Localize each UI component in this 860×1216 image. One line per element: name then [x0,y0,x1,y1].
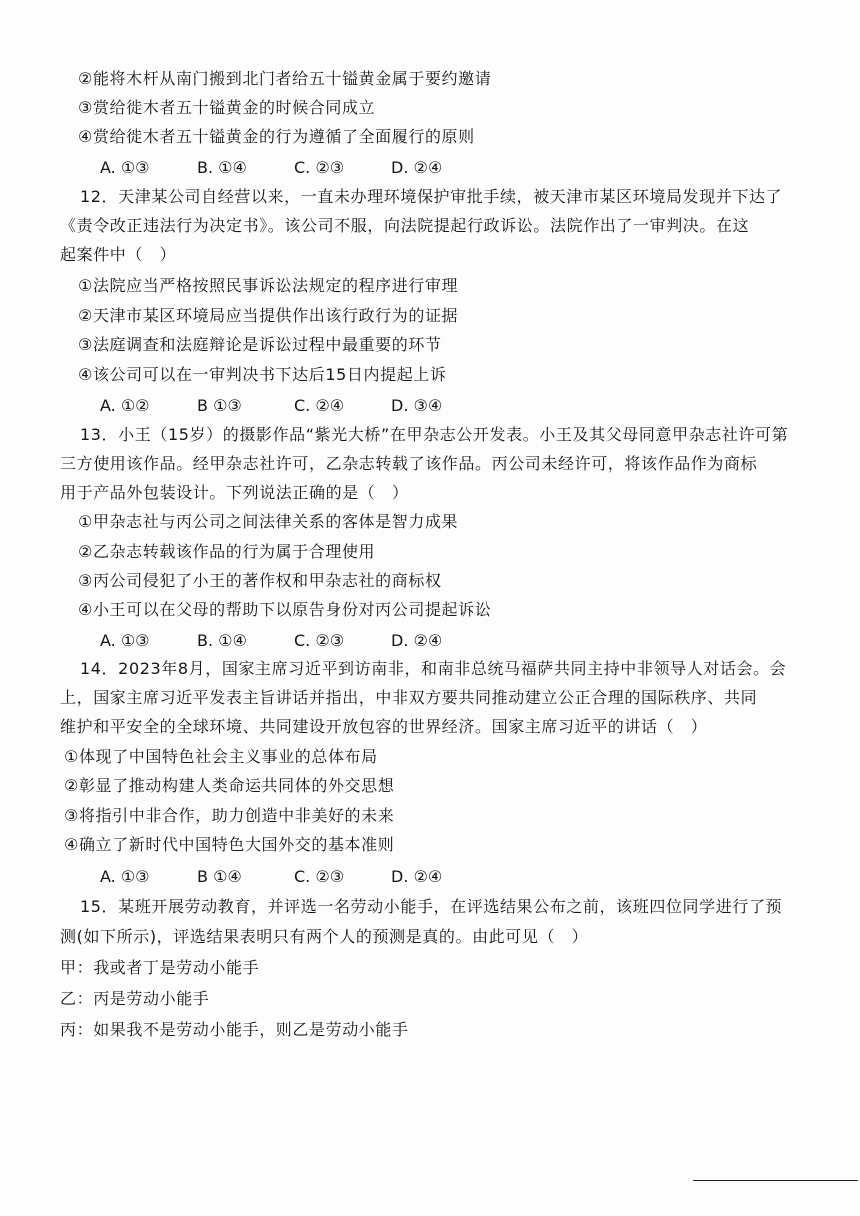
q15-prediction-jia: 甲：我或者丁是劳动小能手 [60,958,260,977]
q12-choice-a: A. ①② [100,396,150,415]
q11-option-3: ③赏给徙木者五十镒黄金的时候合同成立 [78,98,376,117]
q13-option-4: ④小王可以在父母的帮助下以原告身份对丙公司提起诉讼 [78,600,492,619]
q12-option-4: ④该公司可以在一审判决书下达后15日内提起上诉 [78,365,447,384]
q14-answer-choices [100,866,488,888]
q11-answer-choices [100,157,488,179]
q12-choice-d: D. ③④ [391,396,443,415]
q14-choice-a: A. ①③ [100,867,150,886]
q12-option-3: ③法庭调查和法庭辩论是诉讼过程中最重要的环节 [78,335,442,354]
q11-choice-a: A. ①③ [100,158,150,177]
q13-choice-b: B. ①④ [197,631,247,650]
q12-choice-b: B ①③ [197,396,242,415]
q12-stem-line-1: 12．天津某公司自经营以来，一直未办理环境保护审批手续，被天津市某区环境局发现并下达了 [80,187,783,206]
q11-option-2: ②能将木杆从南门搬到北门者给五十镒黄金属于要约邀请 [78,69,492,88]
q13-choice-d: D. ②④ [391,631,443,650]
q14-stem-line-3: 维护和平安全的全球环境、共同建设开放包容的世界经济。国家主席习近平的讲话（ ） [60,717,708,736]
q13-stem-line-2: 三方使用该作品。经甲杂志社许可，乙杂志转载了该作品。丙公司未经许可，将该作品作为商标 [60,454,758,473]
q13-choice-a: A. ①③ [100,631,150,650]
q14-option-4: ④确立了新时代中国特色大国外交的基本准则 [64,835,395,854]
q12-stem-line-3: 起案件中（ ） [60,245,177,264]
footer-rule [693,1180,858,1181]
q15-stem-line-2: 测(如下所示)，评选结果表明只有两个人的预测是真的。由此可见（ ） [60,927,589,946]
q12-answer-choices [100,395,488,417]
q14-stem-line-2: 上，国家主席习近平发表主旨讲话并指出，中非双方要共同推动建立公正合理的国际秩序、共同 [60,688,758,707]
q14-choice-c: C. ②③ [294,867,345,886]
q12-stem-line-2: 《责令改正违法行为决定书》。该公司不服，向法院提起行政诉讼。法院作出了一审判决。在这 [60,216,750,235]
q12-choice-c: C. ②④ [294,396,345,415]
q11-choice-c: C. ②③ [294,158,345,177]
q12-option-2: ②天津市某区环境局应当提供作出该行政行为的证据 [78,306,459,325]
q13-option-2: ②乙杂志转载该作品的行为属于合理使用 [78,542,376,561]
q15-prediction-bing: 丙：如果我不是劳动小能手，则乙是劳动小能手 [60,1020,409,1039]
q12-option-1: ①法院应当严格按照民事诉讼法规定的程序进行审理 [78,276,459,295]
q14-choice-b: B ①④ [197,867,242,886]
q14-option-2: ②彰显了推动构建人类命运共同体的外交思想 [64,776,395,795]
q13-answer-choices [100,630,488,652]
q13-choice-c: C. ②③ [294,631,345,650]
q14-option-3: ③将指引中非合作，助力创造中非美好的未来 [64,806,395,825]
q15-prediction-yi: 乙：丙是劳动小能手 [60,989,210,1008]
q13-option-3: ③丙公司侵犯了小王的著作权和甲杂志社的商标权 [78,571,442,590]
q11-option-4: ④赏给徙木者五十镒黄金的行为遵循了全面履行的原则 [78,127,475,146]
q14-option-1: ①体现了中国特色社会主义事业的总体布局 [64,747,378,766]
q14-stem-line-1: 14．2023年8月，国家主席习近平到访南非，和南非总统马福萨共同主持中非领导人对话会。会 [80,659,787,678]
q11-choice-d: D. ②④ [391,158,443,177]
q15-stem-line-1: 15．某班开展劳动教育，并评选一名劳动小能手，在评选结果公布之前，该班四位同学进行了预 [80,897,783,916]
q13-option-1: ①甲杂志社与丙公司之间法律关系的客体是智力成果 [78,512,459,531]
q14-choice-d: D. ②④ [391,867,443,886]
q13-stem-line-1: 13．小王（15岁）的摄影作品“紫光大桥”在甲杂志公开发表。小王及其父母同意甲杂志社许可第 [80,425,789,444]
q11-choice-b: B. ①④ [197,158,247,177]
q13-stem-line-3: 用于产品外包装设计。下列说法正确的是（ ） [60,483,409,502]
